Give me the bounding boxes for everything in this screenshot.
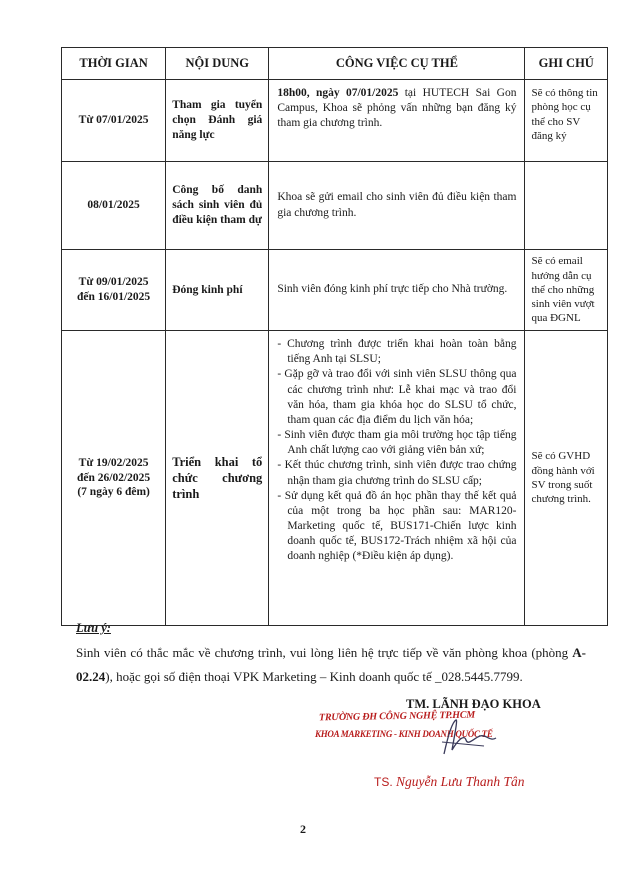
signer-name: [374, 774, 525, 790]
signature-title: TM. LÃNH ĐẠO KHOA: [406, 697, 541, 711]
row-work: [269, 80, 525, 162]
paragraph-text: ), hoặc gọi số điện thoại VPK Marketing – Kinh doanh quốc tế _028.5445.7799.: [105, 669, 523, 684]
row-content: Triển khai tổ chức chương trình: [166, 331, 269, 626]
bullet-item: - Kết thúc chương trình, sinh viên được trao chứng nhận tham gia chương trình do SLSU cấp;: [277, 459, 517, 487]
time-line: đến 16/01/2025: [77, 291, 151, 303]
header-note: GHI CHÚ: [525, 48, 608, 80]
row-content: Đóng kinh phí: [166, 250, 269, 331]
signer-fullname: Nguyễn Lưu Thanh Tân: [396, 774, 525, 789]
bullet-item: - Sinh viên được tham gia môi trường học tập tiếng Anh chất lượng cao với giảng viên bản xứ;: [277, 429, 517, 457]
row-time: [62, 250, 166, 331]
bullet-item: - Gặp gỡ và trao đổi với sinh viên SLSU thông qua các chương trình như: Lễ khai mạc và trao đổi văn hóa, tham gia khóa học do SLSU tổ chức, tham quan các địa điểm du lịch văn hóa;: [277, 368, 517, 426]
header-work: CÔNG VIỆC CỤ THỂ: [269, 48, 525, 80]
row-work: Sinh viên đóng kinh phí trực tiếp cho Nhà trường.: [269, 250, 525, 331]
row-time: [62, 331, 166, 626]
handwritten-signature-icon: [440, 716, 500, 760]
signer-prefix: TS.: [374, 775, 393, 789]
time-line: (7 ngày 6 đêm): [77, 486, 150, 499]
row-note: Sẽ có thông tin phòng học cụ thể cho SV đăng ký: [525, 80, 608, 162]
contact-paragraph: [76, 641, 586, 689]
room-number: A-02.24: [76, 645, 586, 684]
row-time: Từ 07/01/2025: [62, 80, 166, 162]
paragraph-text: Sinh viên có thắc mắc về chương trình, vui lòng liên hệ trực tiếp về văn phòng khoa (phòng: [76, 645, 573, 660]
work-highlight: 18h00, ngày 07/01/2025: [277, 87, 399, 99]
header-content: NỘI DUNG: [166, 48, 269, 80]
row-content: Công bố danh sách sinh viên đủ điều kiện tham dự: [166, 162, 269, 250]
row-note: Sẽ có email hướng dẫn cụ thể cho những sinh viên vượt qua ĐGNL: [525, 250, 608, 331]
table-row: [62, 331, 608, 626]
row-work: [269, 331, 525, 626]
bullet-item: - Sử dụng kết quả đồ án học phần thay thế kết quả của một trong ba học phần sau: MAR120-Marketing quốc tế, BUS171-Chiến lược kinh doanh quốc tế, BUS172-Trách nhiệm xã hội của doanh nghiệp (*Điều kiện áp dụng).: [277, 489, 517, 563]
time-line: Từ 19/02/2025: [78, 456, 149, 469]
schedule-table: [61, 47, 608, 626]
header-time: THỜI GIAN: [62, 48, 166, 80]
work-text: tại HUTECH Sai Gon Campus, Khoa sẽ phỏng vấn những bạn đăng ký tham gia chương trình.: [277, 87, 517, 130]
row-content: Tham gia tuyển chọn Đánh giá năng lực: [166, 80, 269, 162]
table-header-row: [62, 48, 608, 80]
time-line: Từ 09/01/2025: [78, 276, 149, 289]
note-heading: Lưu ý:: [76, 621, 111, 635]
table-row: [62, 80, 608, 162]
row-note: [525, 162, 608, 250]
table-row: [62, 162, 608, 250]
page-number: 2: [300, 822, 306, 836]
table-row: [62, 250, 608, 331]
row-time: 08/01/2025: [62, 162, 166, 250]
time-line: đến 26/02/2025: [77, 471, 151, 484]
row-note: Sẽ có GVHD đồng hành với SV trong suốt chương trình.: [525, 331, 608, 626]
stamp-line: TRƯỜNG ĐH CÔNG NGHỆ TP.HCM: [318, 709, 476, 724]
stamp-line: KHOA MARKETING - KINH DOANH QUỐC TẾ: [315, 729, 493, 739]
row-work: Khoa sẽ gửi email cho sinh viên đủ điều kiện tham gia chương trình.: [269, 162, 525, 250]
bullet-item: - Chương trình được triển khai hoàn toàn bằng tiếng Anh tại SLSU;: [277, 338, 517, 366]
